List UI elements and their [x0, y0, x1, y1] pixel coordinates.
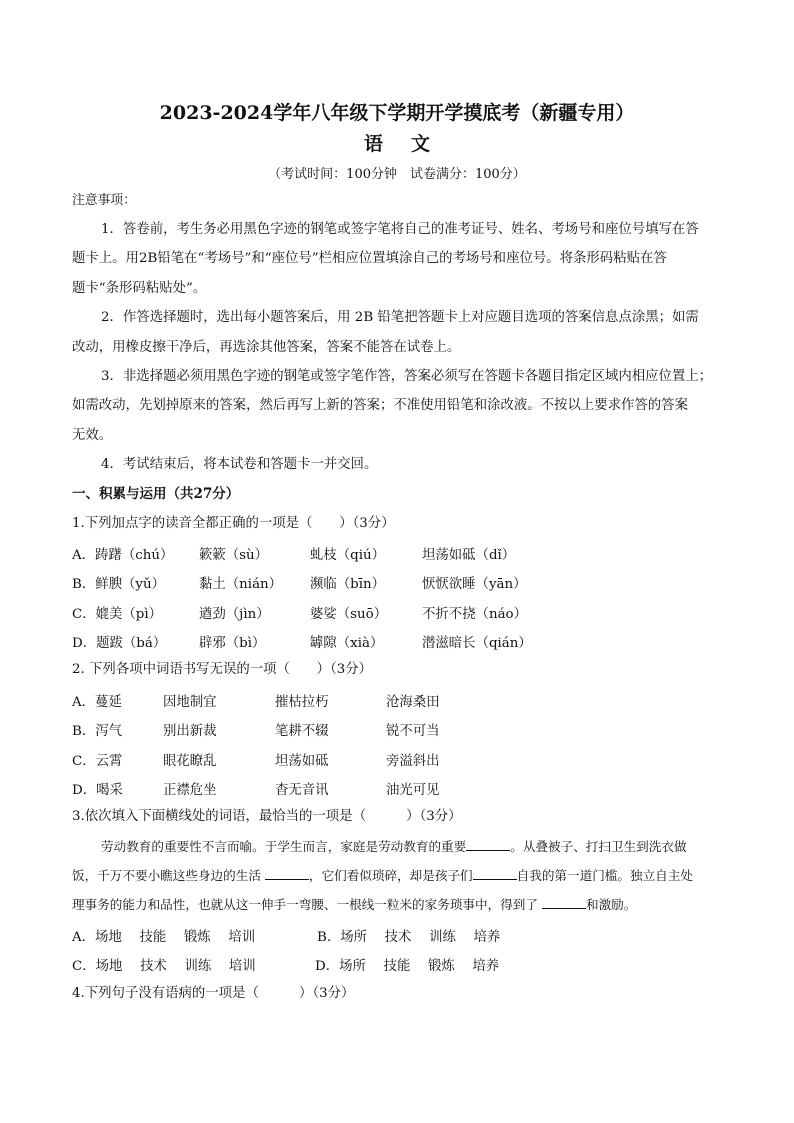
option-cell: D．题跋（bá） — [72, 636, 167, 651]
exam-info: （考试时间：100分钟 试卷满分：100分） — [268, 167, 526, 182]
option-cell: 婆娑（suō） — [310, 607, 388, 622]
option-cell: 濒临（bīn） — [310, 577, 386, 592]
option-cell: 坦荡如砥 — [275, 754, 329, 769]
question-3-stem: 3.依次填入下面横线处的词语，最恰当的一项是（ ）（3分） — [72, 809, 462, 824]
question-1-stem: 1.下列加点字的读音全都正确的一项是（ ）（3分） — [72, 516, 395, 531]
passage-text: 和激励。 — [585, 897, 637, 912]
passage-text: 劳动教育的重要性不言而喻。于学生而言，家庭是劳动教育的重要 — [101, 839, 467, 854]
option-cell: 簌簌（sù） — [199, 548, 269, 563]
notice-line: 题卡上。用2B铅笔在“考场号”和“座位号”栏相应位置填涂自己的考场号和座位号。将条形码粘贴在答 — [72, 251, 667, 266]
section-heading: 一、积累与运用（共27分） — [72, 486, 240, 502]
subject-char-2: 文 — [411, 133, 431, 155]
option-cell: 辟邪（bì） — [199, 636, 266, 651]
option-cell: C．场地 技术 训练 培训 — [72, 959, 256, 974]
passage-text: 自我的第一道门槛。独立自主处 — [516, 868, 693, 883]
notice-line: 无效。 — [72, 428, 113, 443]
option-cell: A．踌躇（chú） — [72, 548, 174, 563]
option-cell: 油光可见 — [386, 783, 440, 798]
passage-line — [72, 867, 693, 885]
notice-line: 3．非选择题必须用黑色字迹的钢笔或签字笔作答，答案必须写在答题卡各题目指定区域内相应位置上； — [101, 369, 713, 384]
option-cell: A．场地 技能 锻炼 培训 — [72, 930, 256, 945]
question-2-stem: 2. 下列各项中词语书写无误的一项（ ）（3分） — [72, 662, 373, 677]
notice-line: 改动，用橡皮擦干净后，再选涂其他答案，答案不能答在试卷上。 — [72, 340, 461, 355]
option-cell: C．云霄 — [72, 754, 123, 769]
notice-line: 1．答卷前，考生务必用黑色字迹的钢笔或签字笔将自己的准考证号、姓名、考场号和座位号填写在答 — [101, 222, 699, 237]
option-cell: B．泻气 — [72, 724, 123, 739]
option-cell: 眼花瞭乱 — [163, 754, 217, 769]
notice-line: 如需改动，先划掉原来的答案，然后再写上新的答案；不准使用铅笔和涂改液。不按以上要求作答的答案 — [72, 398, 688, 413]
option-cell: 笔耕不辍 — [275, 724, 329, 739]
option-cell: 罅隙（xià） — [310, 636, 384, 651]
notice-line: 2．作答选择题时，选出每小题答案后，用 2B 铅笔把答题卡上对应题目选项的答案信息点涂黑；如需 — [101, 310, 699, 325]
option-cell: 别出新裁 — [163, 724, 217, 739]
option-cell: 因地制宜 — [163, 695, 217, 710]
fill-blank — [473, 867, 517, 880]
option-cell: 黏土（nián） — [199, 577, 283, 592]
question-4-stem: 4.下列句子没有语病的一项是（ ）（3分） — [72, 986, 355, 1001]
option-cell: 正襟危坐 — [163, 783, 217, 798]
option-cell: D．场所 技能 锻炼 培养 — [315, 959, 500, 974]
option-cell: C．媲美（pì） — [72, 607, 163, 622]
subject-title — [0, 129, 794, 156]
option-cell: 虬枝（qiú） — [310, 548, 386, 563]
option-cell: 不折不挠（náo） — [422, 607, 528, 622]
notice-heading: 注意事项： — [72, 193, 136, 208]
option-cell: 恹恹欲睡（yān） — [422, 577, 527, 592]
option-cell: 坦荡如砥（dǐ） — [422, 548, 516, 563]
passage-text: 。从叠被子、打扫卫生到洗衣做 — [510, 839, 687, 854]
option-cell: 遒劲（jìn） — [199, 607, 270, 622]
option-cell: 沧海桑田 — [386, 695, 440, 710]
fill-blank — [542, 896, 586, 909]
fill-blank — [265, 867, 309, 880]
notice-line: 4．考试结束后，将本试卷和答题卡一并交回。 — [101, 457, 378, 472]
option-cell: 杳无音讯 — [275, 783, 329, 798]
passage-text: ，它们看似琐碎，却是孩子们 — [308, 868, 473, 883]
notice-line: 题卡“条形码粘贴处”。 — [72, 281, 207, 296]
passage-text: 饭，千万不要小瞧这些身边的生活 — [72, 868, 265, 883]
fill-blank — [466, 838, 510, 851]
passage-line — [101, 838, 687, 856]
option-cell: 锐不可当 — [386, 724, 440, 739]
option-cell: A．蔓延 — [72, 695, 122, 710]
option-cell: 摧枯拉朽 — [275, 695, 329, 710]
option-cell: D．喝采 — [72, 783, 123, 798]
passage-text: 理事务的能力和品性，也就从这一伸手一弯腰、一根线一粒米的家务琐事中，得到了 — [72, 897, 542, 912]
option-cell: B．鲜腴（yǔ） — [72, 577, 165, 592]
passage-line — [72, 896, 636, 914]
option-cell: 潜滋暗长（qián） — [422, 636, 532, 651]
option-cell: B．场所 技术 训练 培养 — [317, 930, 501, 945]
subject-char-1: 语 — [363, 133, 383, 155]
option-cell: 旁溢斜出 — [386, 754, 440, 769]
exam-title: 2023-2024学年八年级下学期开学摸底考（新疆专用） — [159, 102, 635, 124]
